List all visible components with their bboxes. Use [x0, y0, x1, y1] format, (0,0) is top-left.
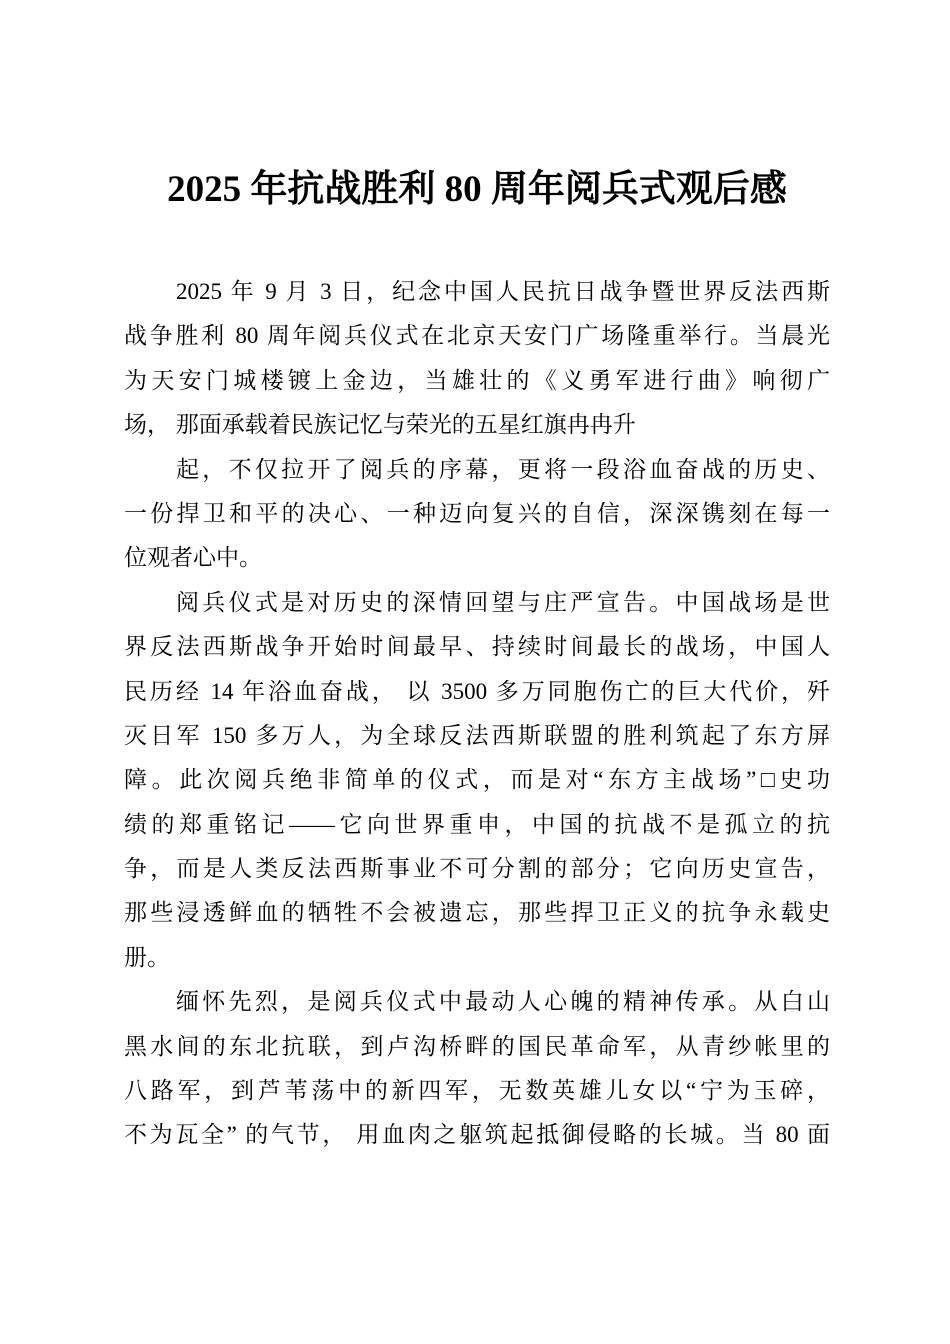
text-line: 册。: [124, 944, 170, 970]
text-line: 障。此次阅兵绝非简单的仪式，而是对“东方主战场”□史功: [124, 767, 830, 793]
text-line: 不为瓦全” 的气节， 用血肉之躯筑起抵御侵略的长城。当 80 面: [124, 1122, 830, 1148]
text-line: 黑水间的东北抗联，到卢沟桥畔的国民革命军，从青纱帐里的: [124, 1033, 830, 1059]
text-line: 八路军，到芦苇荡中的新四军，无数英雄儿女以“宁为玉碎，: [124, 1078, 830, 1104]
text-line: 战争胜利 80 周年阅兵仪式在北京天安门广场隆重举行。当晨光: [124, 323, 830, 349]
page-title: 2025 年抗战胜利 80 周年阅兵式观后感: [167, 169, 787, 210]
text-line: 位观者心中。: [124, 545, 262, 571]
text-line: 缅怀先烈，是阅兵仪式中最动人心魄的精神传承。从白山: [176, 989, 830, 1015]
document-body: [124, 270, 830, 1158]
text-line: 绩的郑重铭记——它向世界重申，中国的抗战不是孤立的抗: [124, 811, 830, 837]
text-line: 起，不仅拉开了阅兵的序幕，更将一段浴血奋战的历史、: [176, 456, 830, 482]
text-line: 界反法西斯战争开始时间最早、持续时间最长的战场，中国人: [124, 634, 830, 660]
text-line: 争，而是人类反法西斯事业不可分割的部分；它向历史宣告，: [124, 856, 830, 882]
text-line: 阅兵仪式是对历史的深情回望与庄严宣告。中国战场是世: [176, 589, 830, 615]
text-line: 民历经 14 年浴血奋战， 以 3500 多万同胞伤亡的巨大代价，歼: [124, 678, 830, 704]
text-line: 那些浸透鲜血的牺牲不会被遗忘，那些捍卫正义的抗争永载史: [124, 900, 830, 926]
text-line: 为天安门城楼镀上金边，当雄壮的《义勇军进行曲》响彻广: [124, 367, 830, 393]
text-line: 2025 年 9 月 3 日，纪念中国人民抗日战争暨世界反法西斯: [176, 279, 830, 304]
text-line: 灭日军 150 多万人，为全球反法西斯联盟的胜利筑起了东方屏: [124, 722, 830, 748]
text-line: 场， 那面承载着民族记忆与荣光的五星红旗冉冉升: [124, 412, 636, 438]
text-line: 一份捍卫和平的决心、一种迈向复兴的自信，深深镌刻在每一: [124, 500, 830, 526]
